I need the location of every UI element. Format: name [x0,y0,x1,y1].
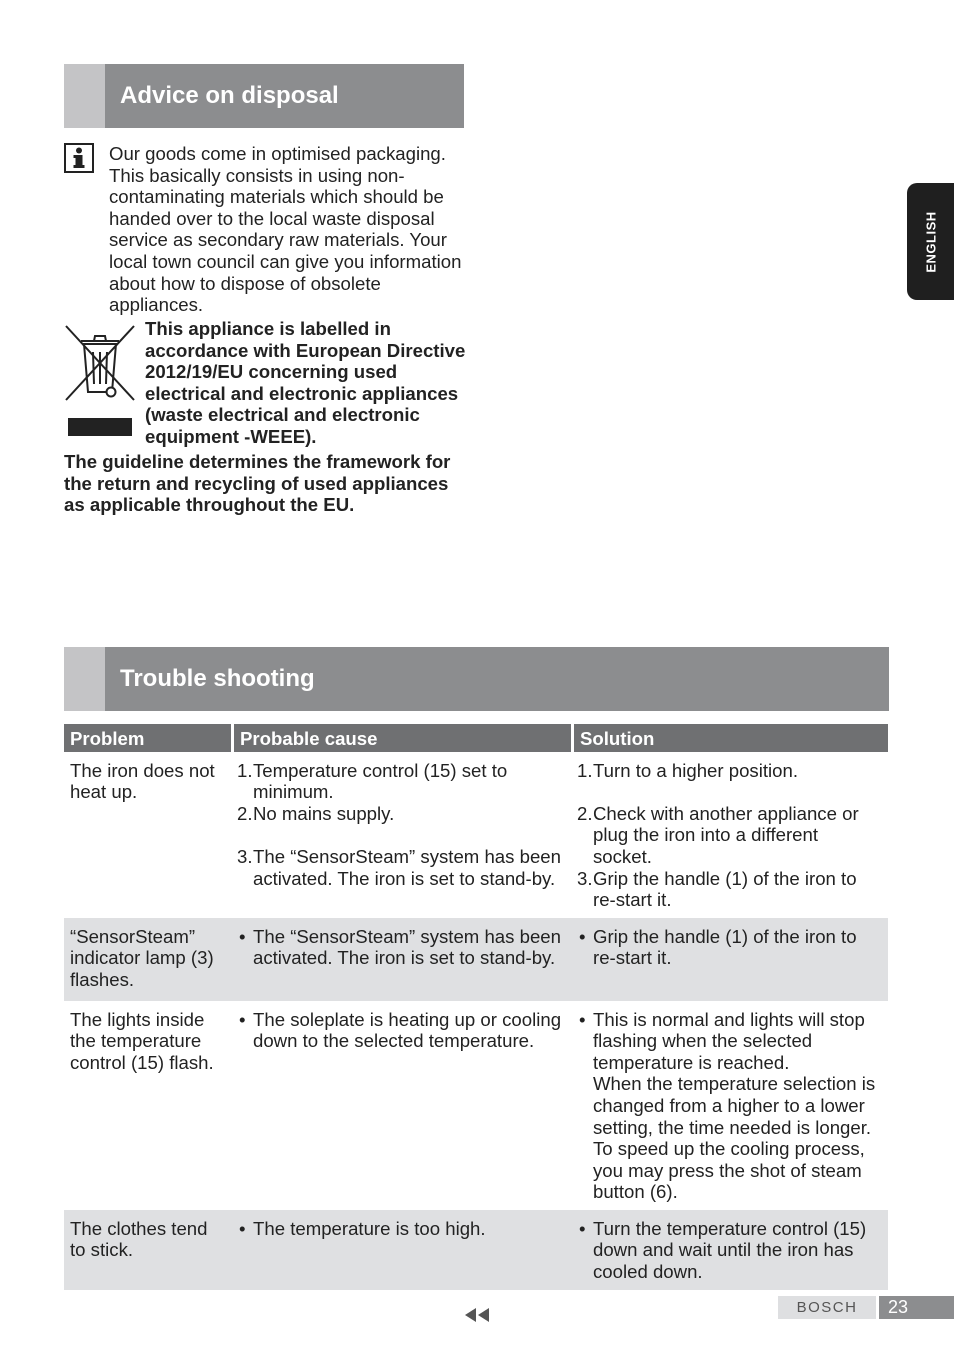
brand-label: BOSCH [778,1296,876,1319]
cause-cell [231,752,571,918]
list-item: 3. Grip the handle (1) of the iron to re-start it. [577,867,857,911]
solution-cell [571,918,888,1001]
solution-cell [571,1001,888,1210]
table-row [64,1210,888,1290]
list-item: • The “SensorSteam” system has been activated. The iron is set to stand-by. [239,925,561,969]
troubleshooting-table [64,722,888,1290]
table-row [64,918,888,1001]
troubleshooting-section-header [64,647,889,711]
packaging-paragraph: Our goods come in optimised packaging. This basically consists in using non-contaminating materials which should be handed over to the local waste disposal service as secondary raw materials. Your local town council can give you information about how to dispose of obsolete appliances. [109,143,462,316]
solution-cell [571,1210,888,1290]
cause-cell [231,1210,571,1290]
problem-cell: The lights inside the temperature control (15) flash. [70,1008,214,1073]
list-item: • The soleplate is heating up or cooling down to the selected temperature. [239,1008,562,1052]
list-item: • The temperature is too high. [239,1217,486,1239]
list-item: 2. No mains supply. [237,802,395,824]
language-tab [907,183,954,300]
list-item: • This is normal and lights will stop flashing when the selected temperature is reached. When the temperature selection is changed from a higher to a lower setting, the time needed is longer. To speed up the cooling process, you may press the shot of steam button (6). [579,1008,876,1203]
list-item: 3. The “SensorSteam” system has been activated. The iron is set to stand-by. [237,845,561,889]
info-icon [64,143,94,173]
page-number: 23 [879,1296,954,1319]
list-item: • Grip the handle (1) of the iron to re-start it. [579,925,857,969]
column-header-solution: Solution [571,722,888,752]
list-item: 2. Check with another appliance or plug the iron into a different socket. [577,802,859,867]
disposal-section-header [64,64,464,128]
column-header-cause: Probable cause [231,722,571,752]
list-item: 1. Turn to a higher position. [577,759,798,781]
cause-cell [231,918,571,1001]
column-header-problem: Problem [64,722,231,752]
problem-cell: The clothes tend to stick. [64,1210,231,1290]
language-label: ENGLISH [923,210,938,273]
problem-cell: “SensorSteam” indicator lamp (3) flashes. [64,918,231,1001]
header-tab [64,64,105,128]
cause-cell [231,1001,571,1210]
table-header-row [64,722,888,752]
problem-cell: The iron does not heat up. [70,759,215,803]
list-item: 1. Temperature control (15) set to minimum. [237,759,508,803]
disposal-title: Advice on disposal [120,82,339,109]
list-item: • Turn the temperature control (15) down and wait until the iron has cooled down. [579,1217,867,1283]
double-left-arrow-icon[interactable] [462,1306,492,1324]
guideline-paragraph: The guideline determines the framework for the return and recycling of used appliances as applicable throughout the EU. [64,451,451,516]
header-tab [64,647,105,711]
crossed-out-wheelie-bin-icon [64,322,136,438]
solution-cell [571,752,888,918]
table-row [64,752,888,918]
table-row [64,1001,888,1210]
troubleshooting-title: Trouble shooting [120,665,315,692]
weee-paragraph: This appliance is labelled in accordance with European Directive 2012/19/EU concerning used electrical and electronic appliances (waste electrical and electronic equipment -WEEE). [145,318,466,447]
